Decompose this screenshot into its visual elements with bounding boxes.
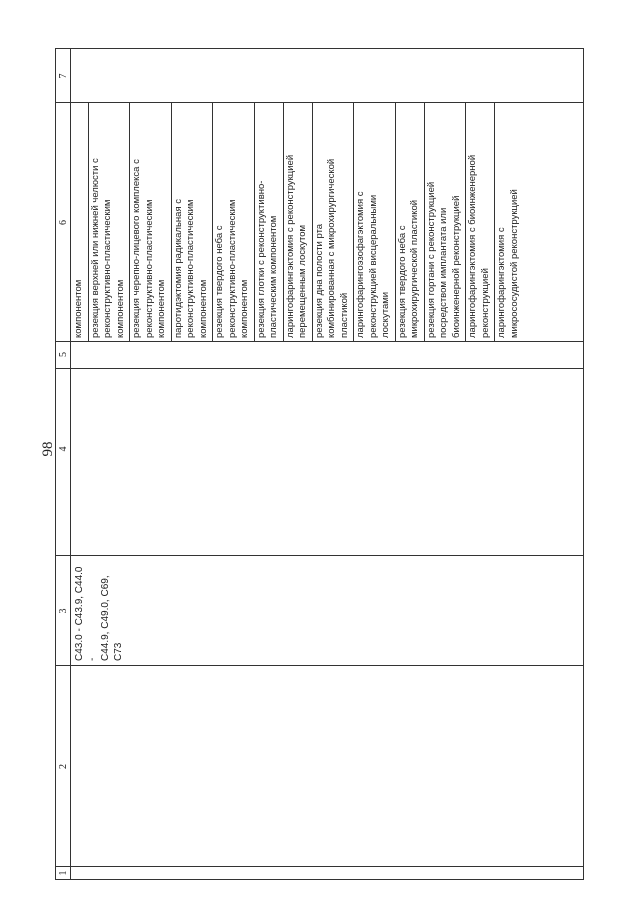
procedure-line: перемещенным лоскутом	[297, 224, 308, 338]
procedure-line: реконструкцией висцеральными	[367, 194, 379, 338]
column-number-6: 6	[58, 220, 69, 225]
procedure-separator	[494, 103, 495, 342]
column-separator	[56, 368, 583, 369]
procedure-item	[90, 105, 128, 338]
column-separator	[56, 102, 583, 103]
column-separator	[56, 555, 583, 556]
procedure-line: компонентом	[73, 279, 84, 338]
procedure-line: реконструкцией	[479, 268, 491, 338]
procedure-line: резекция твердого неба с	[214, 225, 225, 338]
column-separator	[56, 866, 583, 867]
procedure-separator	[88, 103, 89, 342]
procedure-line: реконструктивно-пластическим	[102, 199, 113, 338]
procedure-line: ларингофарингэктомия с биоинженерной	[467, 154, 478, 338]
table	[55, 48, 584, 880]
procedure-item	[214, 105, 252, 338]
diagnosis-codes	[73, 561, 125, 661]
column-separator	[56, 341, 583, 342]
procedure-line: резекция твердого неба с	[396, 225, 408, 338]
procedure-line: пластическим компонентом	[268, 215, 279, 338]
procedure-line: ларингофарингоэзофагэктомия с	[355, 191, 366, 338]
procedure-line: реконструктивно-пластическим	[143, 199, 155, 338]
procedure-line: микрососудистой реконструкцией	[508, 189, 520, 338]
procedure-line: лоскутами	[380, 291, 391, 338]
procedure-line: пластикой	[338, 292, 350, 338]
procedure-separator	[312, 103, 313, 342]
procedure-item	[426, 105, 464, 338]
procedure-line: реконструктивно-пластическим	[185, 199, 196, 338]
procedure-line: ларингофарингэктомия с реконструкцией	[284, 154, 296, 338]
column-number-2: 2	[58, 764, 69, 769]
procedure-separator	[129, 103, 130, 342]
header-separator	[70, 49, 71, 879]
column-number-3: 3	[58, 608, 69, 614]
procedure-line: ларингофарингэктомия с	[496, 227, 507, 338]
procedure-separator	[424, 103, 425, 342]
column-number-7: 7	[58, 73, 69, 79]
procedure-line: реконструктивно-пластическим	[226, 199, 238, 338]
procedure-item	[314, 105, 352, 338]
procedure-line: посредством имплантата или	[438, 207, 449, 338]
procedure-separator	[353, 103, 354, 342]
procedure-item	[496, 105, 521, 338]
procedure-separator	[212, 103, 213, 342]
codes-line: C44.9, C49.0, C69, C73	[100, 575, 124, 661]
procedure-line: резекция дна полости рта	[313, 223, 325, 338]
procedure-separator	[171, 103, 172, 342]
procedure-line: резекция гортани с реконструкцией	[425, 181, 437, 338]
procedure-separator	[254, 103, 255, 342]
procedure-item	[256, 105, 281, 338]
procedure-line: компонентом	[156, 279, 167, 338]
procedure-item	[355, 105, 393, 338]
procedure-separator	[465, 103, 466, 342]
procedure-item	[73, 105, 86, 338]
procedure-line: микрохирургической пластикой	[409, 199, 420, 338]
column-number-4: 4	[58, 446, 69, 452]
codes-line: C43.0 - C43.9, C44.0 -	[74, 566, 98, 661]
procedure-line: паротидэктомия радикальная с	[172, 199, 184, 338]
column-number-1: 1	[58, 870, 69, 876]
procedure-line: биоинженерной реконструкцией	[450, 195, 462, 338]
column-separator	[56, 665, 583, 666]
procedure-line: компонентом	[114, 279, 126, 338]
procedure-item	[467, 105, 492, 338]
procedure-line: компонентом	[239, 279, 250, 338]
procedure-item	[397, 105, 422, 338]
procedure-line: комбинированная с микрохирургической	[326, 158, 337, 338]
procedure-line: резекция верхней или нижней челюсти с	[89, 158, 101, 338]
procedure-item	[131, 105, 169, 338]
page-number: 98	[40, 441, 56, 457]
procedure-separator	[283, 103, 284, 342]
column-number-5: 5	[58, 352, 69, 357]
procedure-line: компонентом	[197, 279, 209, 338]
procedure-item	[173, 105, 211, 338]
procedure-line: резекция глотки с реконструктивно-	[255, 180, 267, 338]
procedure-item	[285, 105, 310, 338]
procedure-separator	[395, 103, 396, 342]
procedure-line: резекция черепно-лицевого комплекса с	[131, 159, 142, 338]
